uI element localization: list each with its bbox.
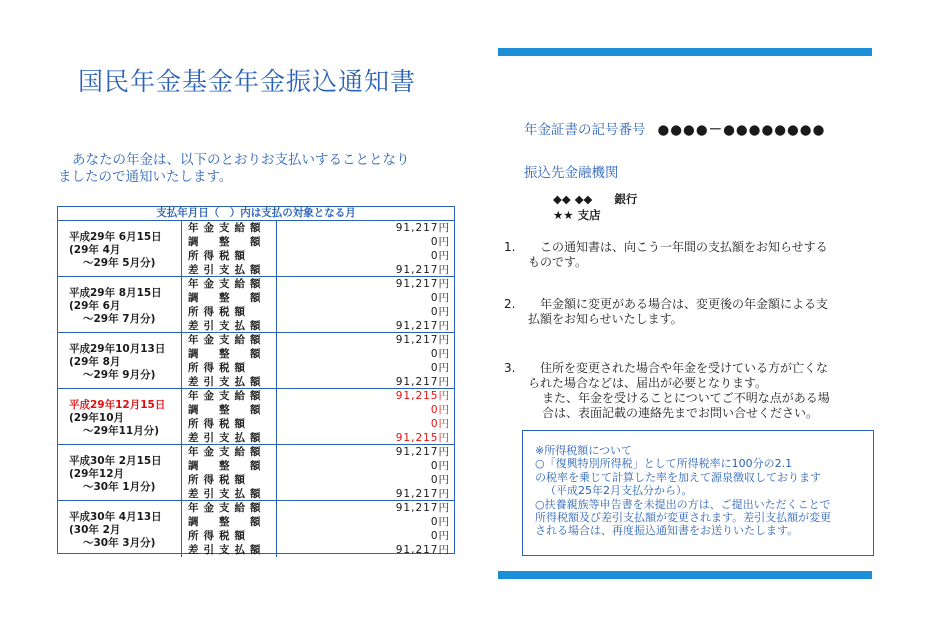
value-pension-amount: 91,217円 <box>395 278 450 290</box>
bank-branch: ★★ 支店 <box>553 208 601 222</box>
info-item-2-line-2: 所得税額及び差引支払額が変更されます。差引支払額が変更 <box>535 511 832 525</box>
label-income-tax: 所得税額 <box>188 418 250 430</box>
intro-line-1: あなたの年金は、以下のとおりお支払いすることとなり <box>72 152 410 168</box>
label-adjustment: 調 整 額 <box>188 292 266 304</box>
label-income-tax: 所得税額 <box>188 306 250 318</box>
label-pension-amount: 年金支給額 <box>188 278 266 290</box>
payment-period-start: (29年12月 <box>69 468 125 480</box>
label-pension-amount: 年金支給額 <box>188 446 266 458</box>
value-adjustment: 0円 <box>430 404 450 416</box>
label-income-tax: 所得税額 <box>188 474 250 486</box>
value-adjustment: 0円 <box>430 292 450 304</box>
payment-date-cell <box>58 389 182 444</box>
payment-row <box>58 277 454 333</box>
value-net-payment: 91,217円 <box>395 264 450 276</box>
payment-date: 平成29年 8月15日 <box>69 287 162 299</box>
payment-values <box>277 333 454 388</box>
label-net-payment: 差引支払額 <box>188 376 266 388</box>
note-line: この通知書は、向こう一年間の支払額をお知らせする <box>528 240 828 254</box>
payment-period-end: ～29年 7月分) <box>83 313 156 325</box>
payment-period-end: ～29年 9月分) <box>83 369 156 381</box>
value-income-tax: 0円 <box>430 362 450 374</box>
payment-values <box>277 221 454 276</box>
intro-text <box>58 152 458 186</box>
payment-labels <box>182 501 277 557</box>
payment-row <box>58 445 454 501</box>
label-adjustment: 調 整 額 <box>188 348 266 360</box>
note-line: 住所を変更された場合や年金を受けている方が亡くな <box>528 361 829 375</box>
note-3 <box>504 361 874 421</box>
note-line: られた場合などは、届出が必要となります。 <box>528 376 768 390</box>
note-line: 払額をお知らせいたします。 <box>528 312 683 326</box>
bank-name-line <box>553 191 637 207</box>
note-2 <box>504 297 874 327</box>
value-pension-amount: 91,215円 <box>395 390 450 402</box>
note-line: 合は、表面記載の連絡先までお問い合せください。 <box>542 406 819 420</box>
payment-period-end: ～29年 5月分) <box>83 257 156 269</box>
payment-table-header: 支払年月日（ ）内は支払の対象となる月 <box>58 207 454 221</box>
payment-values <box>277 501 454 557</box>
value-income-tax: 0円 <box>430 418 450 430</box>
certificate-number-label: 年金証書の記号番号 <box>524 122 646 138</box>
payment-date: 平成30年 2月15日 <box>69 455 162 467</box>
label-pension-amount: 年金支給額 <box>188 502 266 514</box>
note-number: 1. <box>504 240 516 254</box>
value-adjustment: 0円 <box>430 236 450 248</box>
info-item-2-line-1: ○扶養親族等申告書を未提出の方は、ご提出いただくことで <box>535 497 831 511</box>
payment-period-end: ～30年 3月分) <box>83 537 156 549</box>
info-title: ※所得税額について <box>535 444 632 457</box>
payment-period-end: ～30年 1月分) <box>83 481 156 493</box>
payment-table <box>57 206 455 554</box>
payment-period-start: (29年10月 <box>69 412 125 424</box>
page-title: 国民年金基金年金振込通知書 <box>78 67 417 96</box>
value-income-tax: 0円 <box>430 530 450 542</box>
label-adjustment: 調 整 額 <box>188 460 266 472</box>
top-divider-bar <box>498 48 872 56</box>
label-pension-amount: 年金支給額 <box>188 390 266 402</box>
payment-date: 平成29年 6月15日 <box>69 231 162 243</box>
payment-period-end: ～29年11月分) <box>83 425 160 437</box>
payment-labels <box>182 445 277 500</box>
value-income-tax: 0円 <box>430 306 450 318</box>
label-net-payment: 差引支払額 <box>188 488 266 500</box>
info-item-2-line-3: される場合は、再度振込通知書をお送りいたします。 <box>535 524 799 538</box>
note-line: また、年金を受けることについてご不明な点がある場 <box>542 391 830 405</box>
value-income-tax: 0円 <box>430 474 450 486</box>
value-net-payment: 91,217円 <box>395 376 450 388</box>
payment-date: 平成29年12月15日 <box>69 399 166 411</box>
label-income-tax: 所得税額 <box>188 362 250 374</box>
label-income-tax: 所得税額 <box>188 250 250 262</box>
payment-row <box>58 221 454 277</box>
info-item-1-line-2: の税率を乗じて計算した率を加えて源泉徴収しております <box>535 470 821 484</box>
payment-date-cell <box>58 221 182 276</box>
bank-name-masked: ◆◆ ◆◆ <box>553 192 593 206</box>
value-net-payment: 91,217円 <box>395 320 450 332</box>
payment-period-start: (29年 8月 <box>69 356 121 368</box>
payment-labels <box>182 277 277 332</box>
payment-row <box>58 333 454 389</box>
info-item-1-line-1: ○「復興特別所得税」として所得税率に100分の2.1 <box>535 457 793 471</box>
bank-heading: 振込先金融機関 <box>524 165 619 181</box>
bank-suffix: 銀行 <box>614 192 638 206</box>
payment-labels <box>182 389 277 444</box>
label-pension-amount: 年金支給額 <box>188 334 266 346</box>
payment-row <box>58 501 454 557</box>
value-net-payment: 91,217円 <box>395 544 450 556</box>
label-net-payment: 差引支払額 <box>188 264 266 276</box>
label-net-payment: 差引支払額 <box>188 320 266 332</box>
label-income-tax: 所得税額 <box>188 530 250 542</box>
payment-period-start: (30年 2月 <box>69 524 121 536</box>
value-pension-amount: 91,217円 <box>395 222 450 234</box>
note-line: ものです。 <box>528 255 588 269</box>
payment-period-start: (29年 4月 <box>69 244 121 256</box>
payment-row-highlighted <box>58 389 454 445</box>
label-net-payment: 差引支払額 <box>188 432 266 444</box>
intro-line-2: ましたので通知いたします。 <box>58 169 233 185</box>
label-net-payment: 差引支払額 <box>188 544 266 556</box>
certificate-number <box>524 118 825 138</box>
payment-labels <box>182 333 277 388</box>
value-net-payment: 91,215円 <box>395 432 450 444</box>
payment-date: 平成29年10月13日 <box>69 343 166 355</box>
label-pension-amount: 年金支給額 <box>188 222 266 234</box>
note-number: 2. <box>504 297 516 311</box>
payment-date: 平成30年 4月13日 <box>69 511 162 523</box>
label-adjustment: 調 整 額 <box>188 236 266 248</box>
value-pension-amount: 91,217円 <box>395 502 450 514</box>
payment-date-cell <box>58 333 182 388</box>
value-pension-amount: 91,217円 <box>395 334 450 346</box>
info-item-1-line-3: （平成25年2月支払分から）。 <box>545 484 693 498</box>
payment-date-cell <box>58 277 182 332</box>
payment-values <box>277 389 454 444</box>
payment-date-cell <box>58 445 182 500</box>
value-income-tax: 0円 <box>430 250 450 262</box>
value-adjustment: 0円 <box>430 348 450 360</box>
value-adjustment: 0円 <box>430 460 450 472</box>
note-line: 年金額に変更がある場合は、変更後の年金額による支 <box>528 297 829 311</box>
value-pension-amount: 91,217円 <box>395 446 450 458</box>
value-adjustment: 0円 <box>430 516 450 528</box>
value-net-payment: 91,217円 <box>395 488 450 500</box>
payment-period-start: (29年 6月 <box>69 300 121 312</box>
income-tax-info-box <box>522 430 874 556</box>
bottom-divider-bar <box>498 571 872 579</box>
note-number: 3. <box>504 361 516 375</box>
payment-values <box>277 277 454 332</box>
note-1 <box>504 240 874 270</box>
payment-date-cell <box>58 501 182 557</box>
label-adjustment: 調 整 額 <box>188 516 266 528</box>
payment-values <box>277 445 454 500</box>
payment-labels <box>182 221 277 276</box>
certificate-number-value: ●●●●－●●●●●●●● <box>657 122 826 138</box>
label-adjustment: 調 整 額 <box>188 404 266 416</box>
